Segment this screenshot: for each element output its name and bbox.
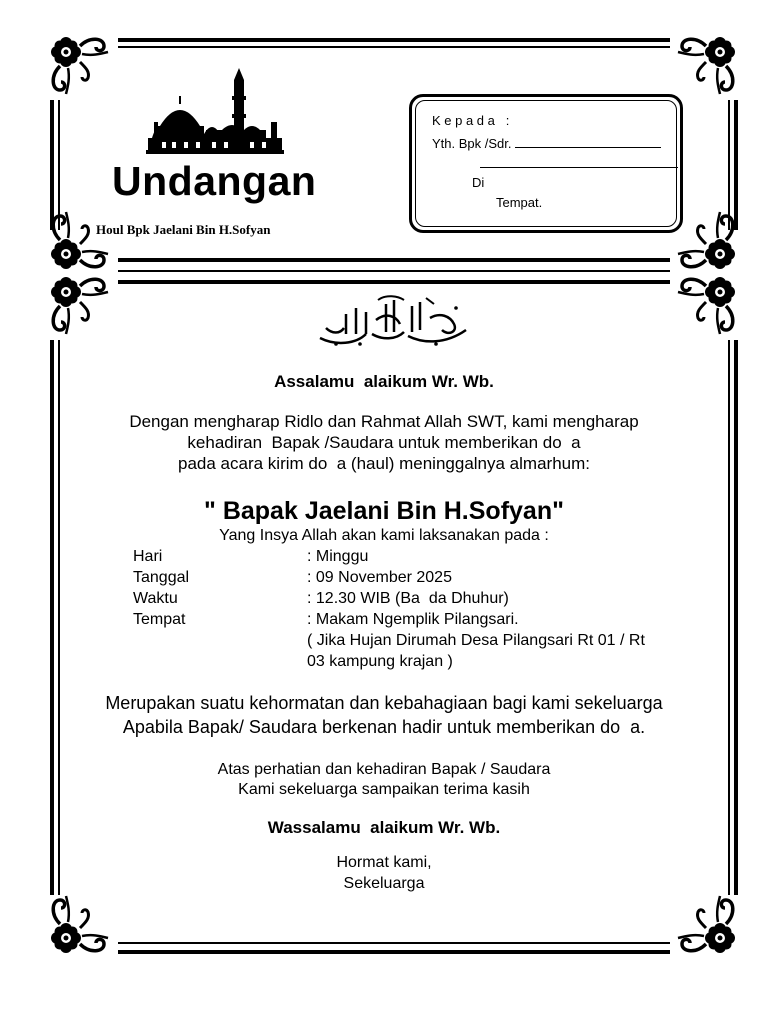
detail-label-tempat: Tempat	[133, 611, 186, 628]
honor-line-2: Apabila Bapak/ Saudara berkenan hadir untuk memberikan do a.	[122, 717, 646, 737]
thanks-line-1: Atas perhatian dan kehadiran Bapak / Saudara	[217, 761, 551, 778]
floral-corner-ornament-icon	[676, 210, 740, 274]
address-extra-line	[480, 155, 678, 171]
body-top-line-inner	[118, 270, 670, 272]
deceased-name: " Bapak Jaelani Bin H.Sofyan"	[204, 497, 564, 525]
floral-corner-ornament-icon	[46, 894, 110, 958]
detail-value-tanggal: : 09 November 2025	[307, 569, 452, 586]
intro-line-1: Dengan mengharap Ridlo dan Rahmat Allah SWT, kami mengharap	[129, 412, 639, 431]
honor-line-1: Merupakan suatu kehormatan dan kebahagiaan bagi kami sekeluarga	[105, 693, 663, 713]
detail-label-waktu: Waktu	[133, 590, 178, 607]
floral-corner-ornament-icon	[676, 272, 740, 336]
page-subtitle: Houl Bpk Jaelani Bin H.Sofyan	[96, 222, 271, 237]
address-di: Di	[472, 175, 485, 190]
address-yth	[432, 135, 661, 151]
signoff-line-2: Sekeluarga	[343, 875, 425, 892]
detail-label-tanggal: Tanggal	[133, 569, 190, 586]
floral-corner-ornament-icon	[46, 210, 110, 274]
intro-line-3: pada acara kirim do a (haul) meninggalnya almarhum:	[178, 454, 590, 473]
bottom-frame-line-inner	[118, 942, 670, 944]
greeting: Assalamu alaikum Wr. Wb.	[274, 372, 494, 391]
address-tempat: Tempat.	[496, 195, 543, 210]
thanks-line-2: Kami sekeluarga sampaikan terima kasih	[238, 781, 530, 798]
mosque-silhouette-icon	[146, 66, 284, 158]
location-note-2: 03 kampung krajan )	[307, 653, 453, 670]
bottom-frame-line	[118, 950, 670, 954]
body-top-line	[118, 280, 670, 284]
detail-label-hari: Hari	[133, 548, 163, 565]
intro-line-2: kehadiran Bapak /Saudara untuk memberikan do a	[187, 433, 581, 452]
recipient-extra-line	[480, 155, 678, 168]
detail-value-waktu: : 12.30 WIB (Ba da Dhuhur)	[307, 590, 509, 607]
header-bottom-line	[118, 258, 670, 262]
detail-value-hari: : Minggu	[307, 548, 369, 565]
floral-corner-ornament-icon	[46, 272, 110, 336]
address-yth-label: Yth. Bpk /Sdr.	[432, 136, 512, 151]
recipient-name-line	[515, 135, 661, 148]
address-kepada: K e p a d a :	[432, 113, 510, 128]
closing-greeting: Wassalamu alaikum Wr. Wb.	[267, 818, 501, 837]
floral-corner-ornament-icon	[46, 32, 110, 96]
detail-value-tempat: : Makam Ngemplik Pilangsari.	[307, 611, 519, 628]
event-lead: Yang Insya Allah akan kami laksanakan pada :	[219, 527, 549, 544]
signoff-line-1: Hormat kami,	[336, 854, 432, 871]
bismillah-calligraphy-icon	[316, 294, 474, 350]
floral-corner-ornament-icon	[676, 894, 740, 958]
floral-corner-ornament-icon	[676, 32, 740, 96]
top-frame-line	[118, 38, 670, 42]
page-title: Undangan	[112, 158, 317, 204]
address-box	[409, 94, 683, 233]
top-frame-line-inner	[118, 46, 670, 48]
location-note-1: ( Jika Hujan Dirumah Desa Pilangsari Rt 01 / Rt	[307, 632, 645, 649]
